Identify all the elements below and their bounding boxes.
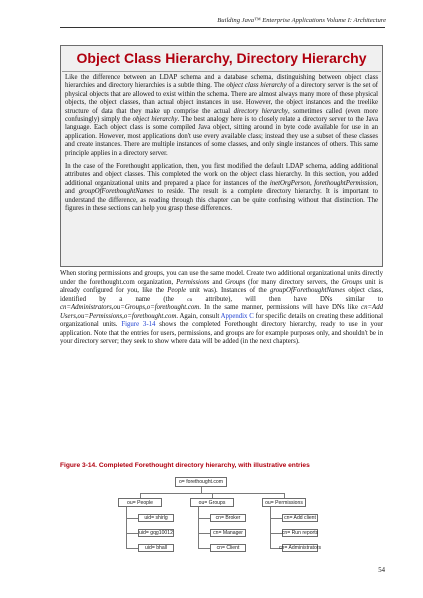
branch-node: ou= Groups (190, 498, 234, 507)
italic-run: groupOfForethoughtNames (78, 188, 154, 196)
connector-line (270, 507, 271, 548)
body-paragraph (60, 270, 383, 347)
text-run: unit was). Instances of the (186, 287, 270, 294)
text-run: In the case of the Forethought application, then, you first modified the default LDAP schema, adding additional attributes and object classes. This completed the work on the object class hierarchy. In this section, you added additional organizational units and prepared a place for instances of the (65, 163, 378, 187)
cross-reference-link[interactable]: Appendix C (220, 312, 254, 320)
italic-run: cn=Add Users,ou=Permissions,o=forethought.com (60, 304, 383, 320)
connector-line (126, 533, 138, 534)
page-number: 54 (378, 567, 385, 574)
italic-run: Groups (225, 278, 246, 286)
italic-run: People (167, 287, 187, 294)
text-run: to reside. The result is a complete directory hierarchy. It is important to understand the difference, as reading through this chapter can be quite confusing without that distinction. The figures in these sections can help you grasp these differences. (65, 188, 378, 213)
text-run: cn (187, 296, 193, 303)
directory-hierarchy-figure (115, 474, 385, 574)
text-run: When storing permissions and groups, you can use the same model. Create two additional organizational units directly under the forethought.com organization, (60, 270, 383, 286)
text-run: . In the same manner, permissions will have DNs like (199, 304, 362, 311)
text-run: for specific details on creating these additional organizational units. (60, 312, 383, 328)
sidebar-title: Object Class Hierarchy, Directory Hierarchy (76, 50, 367, 66)
text-run: (for many directory servers, the (245, 278, 342, 286)
text-run: , (309, 179, 315, 187)
italic-run: Permissions (176, 278, 210, 286)
sidebar-paragraph-2 (65, 163, 378, 213)
sidebar-body (65, 74, 378, 219)
italic-run: Groups (341, 278, 363, 286)
text-run: , and (65, 179, 378, 196)
body-text (60, 270, 383, 347)
italic-run: object class hierarchy (226, 82, 287, 90)
text-run: attribute), will then have DNs similar to (192, 295, 383, 303)
connector-line (126, 518, 138, 519)
cross-reference-link[interactable]: Figure 3-14 (121, 321, 156, 328)
text-run: . The best analogy here is to closely relate a directory server to the Java language. Each object class is some compiled Java object, sitting around in byte code available for use in an application. However, most applications don't use every available class; instead they use a subset of these classes and create instances. There are multiple instances of some classes, and only single instances of others. This same principle applies in a directory server. (65, 116, 378, 157)
text-run: Like the difference between an LDAP schema and a database schema, distinguishing between object class hierarchies and directory hierarchies is a subtle thing. The (65, 74, 378, 90)
text-run: of a directory server is the set of physical objects that are allowed to exist within the schema. There are almost always many more of these physical objects, the object classes, than actual object instances in use. However, the object instances and the treelike structure of data that they make up comprise the actual (65, 82, 378, 115)
root-node: o= forethought.com (175, 477, 227, 487)
italic-run: directory hierarchy (233, 107, 288, 115)
entry-node: cn= Add client (282, 514, 318, 522)
entry-node: cn= Broker (210, 514, 246, 522)
sidebar-title-rule (62, 71, 381, 72)
branch-node: ou= People (118, 498, 162, 507)
sidebar-box (60, 45, 383, 267)
italic-run: groupOfForethoughtNames (269, 287, 345, 294)
text-run: , sometimes called (even more confusingly) simply the (65, 107, 379, 124)
italic-run: inetOrgPerson (269, 179, 310, 187)
connector-line (198, 507, 199, 548)
text-run: . Again, consult (176, 312, 221, 320)
italic-run: forethoughtPermission (314, 179, 377, 187)
entry-node: uid= gqg10012 (139, 530, 173, 536)
entry-node: cn= Administrators (278, 545, 322, 551)
entry-node: cn= Client (210, 544, 246, 552)
text-run: unit is already configured for you, like the (60, 278, 383, 294)
figure-caption: Figure 3-14. Completed Forethought directory hierarchy, with illustrative entries (60, 462, 310, 469)
connector-line (270, 518, 282, 519)
entry-node: uid= bhall (138, 544, 174, 552)
entry-node: cn= Manager (210, 529, 246, 537)
connector-line (198, 548, 210, 549)
running-header: Building Java™ Enterprise Applications Volume I: Architecture (217, 17, 386, 24)
italic-run: object hierarchy (132, 116, 178, 124)
entry-node: cn= Run reports (281, 530, 319, 536)
connector-line (198, 533, 210, 534)
italic-run: cn=Administrators,ou=Groups,o=forethought.com (60, 304, 200, 311)
branch-node: ou= Permissions (262, 498, 306, 507)
connector-line (270, 533, 282, 534)
header-rule (60, 27, 385, 28)
connector-line (126, 507, 127, 548)
connector-line (198, 518, 210, 519)
text-run: shows the completed Forethought directory hierarchy, ready to use in your application. Note that the entries for users, permissions, and groups are for example purposes only, and shouldn't be in your directory server; they seek to show where data will be added (in the next chapters). (60, 321, 384, 345)
entry-node: uid= shirlg (138, 514, 174, 522)
text-run: object class, identified by a name (the (60, 287, 384, 303)
connector-line (126, 548, 138, 549)
text-run: and (209, 278, 226, 286)
sidebar-paragraph-1 (65, 74, 378, 158)
